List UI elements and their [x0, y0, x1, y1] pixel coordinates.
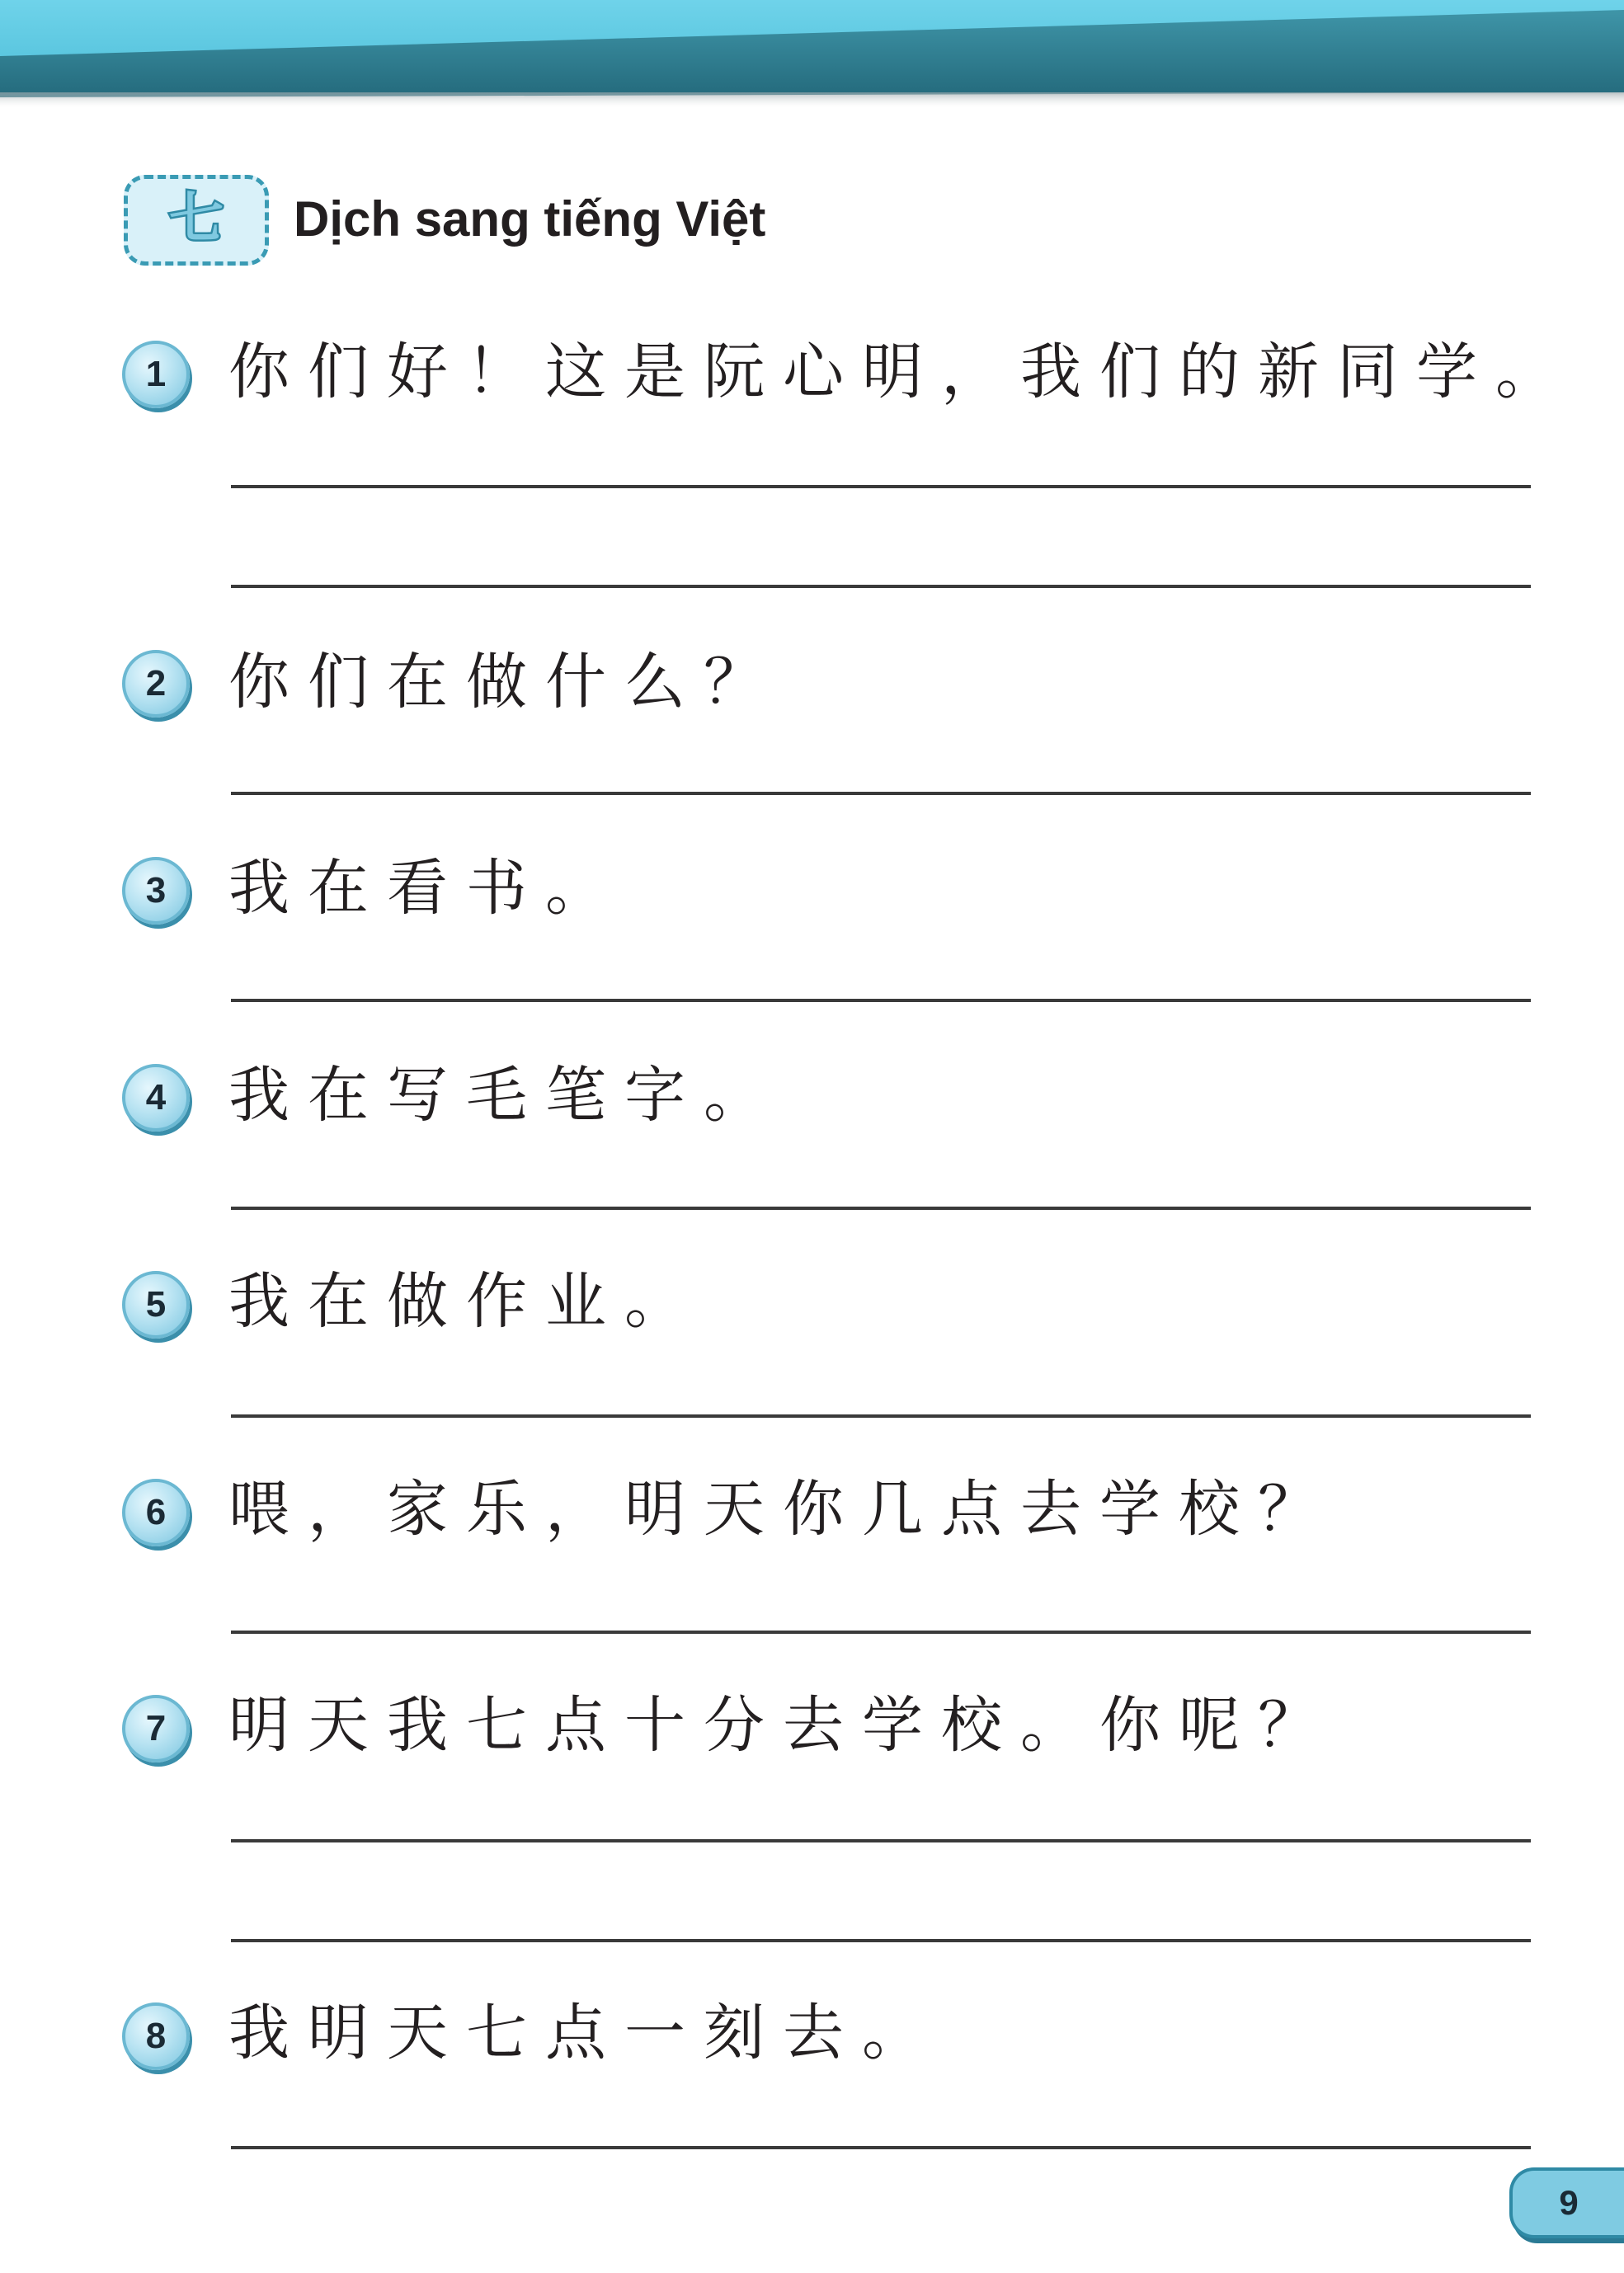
page-number: 9 [1559, 2183, 1579, 2222]
item-number-7: 7 [122, 1695, 190, 1762]
answer-line-4[interactable] [231, 1207, 1531, 1210]
section-number-badge [124, 175, 269, 266]
answer-line-3[interactable] [231, 999, 1531, 1002]
answer-line-1a[interactable] [231, 485, 1531, 488]
answer-line-7b[interactable] [231, 1939, 1531, 1942]
section-title: Dịch sang tiếng Việt [294, 191, 766, 247]
answer-line-2[interactable] [231, 792, 1531, 795]
answer-line-6[interactable] [231, 1631, 1531, 1634]
item-text-8: 我明天七点一刻去。 [228, 1998, 941, 2068]
item-text-6: 喂，家乐，明天你几点去学校？ [228, 1474, 1337, 1545]
item-text-1: 你们好！这是阮心明，我们的新同学。 [228, 336, 1575, 407]
item-number-3: 3 [122, 857, 190, 925]
item-number-2: 2 [122, 650, 190, 718]
item-text-7: 明天我七点十分去学校。你呢？ [228, 1690, 1337, 1761]
answer-line-8[interactable] [231, 2146, 1531, 2149]
item-text-4: 我在写毛笔字。 [228, 1060, 783, 1131]
answer-line-5[interactable] [231, 1414, 1531, 1418]
header-band [0, 0, 1624, 115]
answer-line-1b[interactable] [231, 585, 1531, 588]
item-text-3: 我在看书。 [228, 853, 624, 924]
answer-line-7a[interactable] [231, 1839, 1531, 1842]
item-number-5: 5 [122, 1271, 190, 1339]
item-number-1: 1 [122, 341, 190, 408]
page-number-tab [1509, 2167, 1624, 2238]
item-number-6: 6 [122, 1479, 190, 1546]
header-band-graphic [0, 0, 1624, 115]
item-number-8: 8 [122, 2002, 190, 2070]
section-numeral: 七 [169, 186, 224, 250]
item-number-4: 4 [122, 1064, 190, 1132]
item-text-2: 你们在做什么？ [228, 647, 783, 718]
item-text-5: 我在做作业。 [228, 1266, 704, 1337]
